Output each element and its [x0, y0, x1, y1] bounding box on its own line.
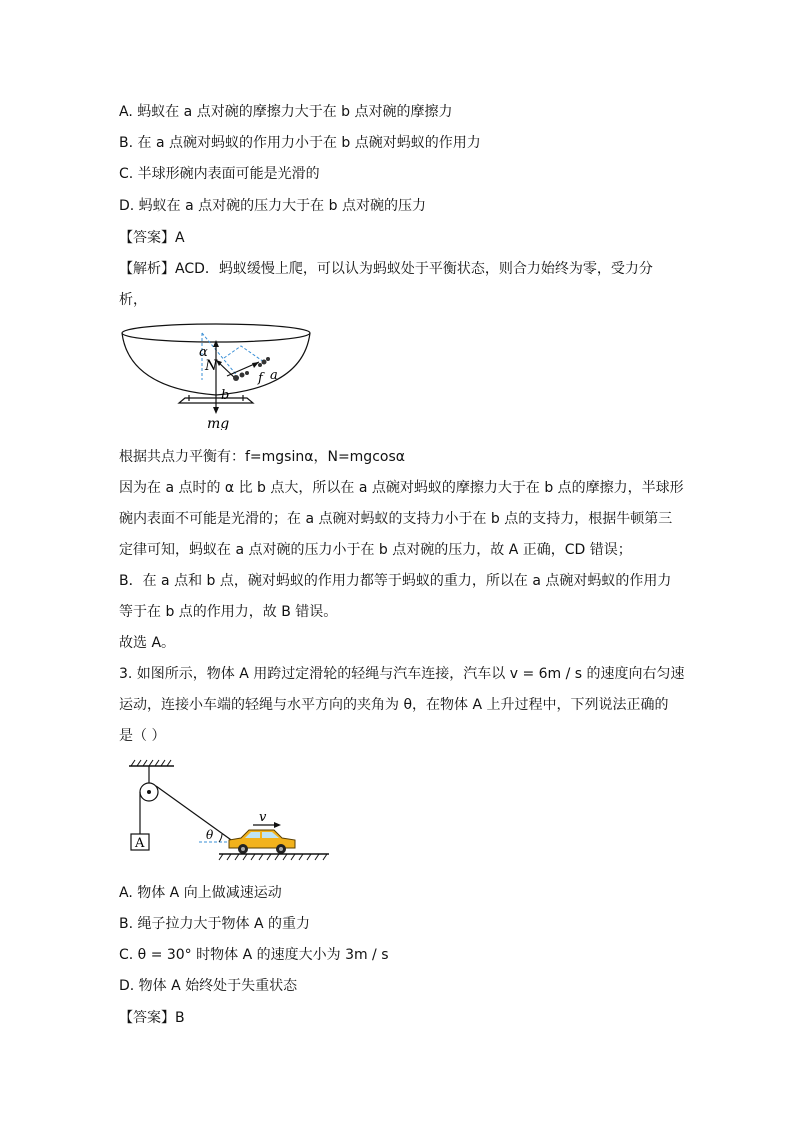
- q2-analysis-line-3: 根据共点力平衡有：f=mgsinα，N=mgcosα: [119, 449, 405, 465]
- q2-analysis-line-4: 因为在 a 点时的 α 比 b 点大，所以在 a 点碗对蚂蚁的摩擦力大于在 b 点的摩擦力，半球形: [119, 480, 684, 496]
- q2-option-d: D. 蚂蚁在 a 点对碗的压力大于在 b 点对碗的压力: [119, 198, 426, 214]
- q2-analysis-line-9: 故选 A。: [119, 635, 176, 651]
- label-alpha: α: [199, 345, 208, 360]
- label-v: v: [259, 810, 267, 825]
- q2-option-a: A. 蚂蚁在 a 点对碗的摩擦力大于在 b 点对碗的摩擦力: [119, 104, 453, 120]
- label-block-A: A: [135, 836, 145, 851]
- q2-analysis-line-8: 等于在 b 点的作用力，故 B 错误。: [119, 604, 338, 620]
- q3-stem-line-3: 是（ ）: [119, 728, 166, 744]
- pulley-car-diagram: [119, 758, 334, 862]
- q2-analysis-line-2: 析，: [119, 292, 147, 308]
- label-f: f: [258, 371, 263, 386]
- q3-option-a: A. 物体 A 向上做减速运动: [119, 885, 282, 901]
- q3-stem-line-2: 运动，连接小车端的轻绳与水平方向的夹角为 θ，在物体 A 上升过程中，下列说法正确的: [119, 697, 669, 713]
- q2-option-c: C. 半球形碗内表面可能是光滑的: [119, 166, 320, 182]
- label-a: a: [270, 368, 278, 383]
- label-theta: θ: [206, 828, 214, 842]
- q2-analysis-line-6: 定律可知，蚂蚁在 a 点对碗的压力小于在 b 点对碗的压力，故 A 正确，CD 错误；: [119, 542, 632, 558]
- label-mg: mg: [207, 416, 230, 430]
- q2-analysis-line-1: 【解析】ACD．蚂蚁缓慢上爬，可以认为蚂蚁处于平衡状态，则合力始终为零，受力分: [119, 261, 653, 277]
- q3-stem-line-1: 3. 如图所示，物体 A 用跨过定滑轮的轻绳与汽车连接，汽车以 v = 6m / s 的速度向右匀速: [119, 666, 685, 682]
- q3-option-d: D. 物体 A 始终处于失重状态: [119, 978, 298, 994]
- q2-analysis-line-5: 碗内表面不可能是光滑的；在 a 点碗对蚂蚁的支持力小于在 b 点的支持力，根据牛顿第三: [119, 511, 673, 527]
- q3-option-b: B. 绳子拉力大于物体 A 的重力: [119, 916, 310, 932]
- label-b: b: [221, 388, 230, 403]
- q2-answer: 【答案】A: [119, 230, 185, 246]
- bowl-force-diagram: [119, 318, 319, 430]
- q3-option-c: C. θ = 30° 时物体 A 的速度大小为 3m / s: [119, 947, 389, 963]
- q2-option-b: B. 在 a 点碗对蚂蚁的作用力小于在 b 点碗对蚂蚁的作用力: [119, 135, 481, 151]
- label-N: N: [205, 358, 218, 374]
- q3-answer: 【答案】B: [119, 1010, 185, 1026]
- q2-analysis-line-7: B．在 a 点和 b 点，碗对蚂蚁的作用力都等于蚂蚁的重力，所以在 a 点碗对蚂蚁的作用力: [119, 573, 672, 589]
